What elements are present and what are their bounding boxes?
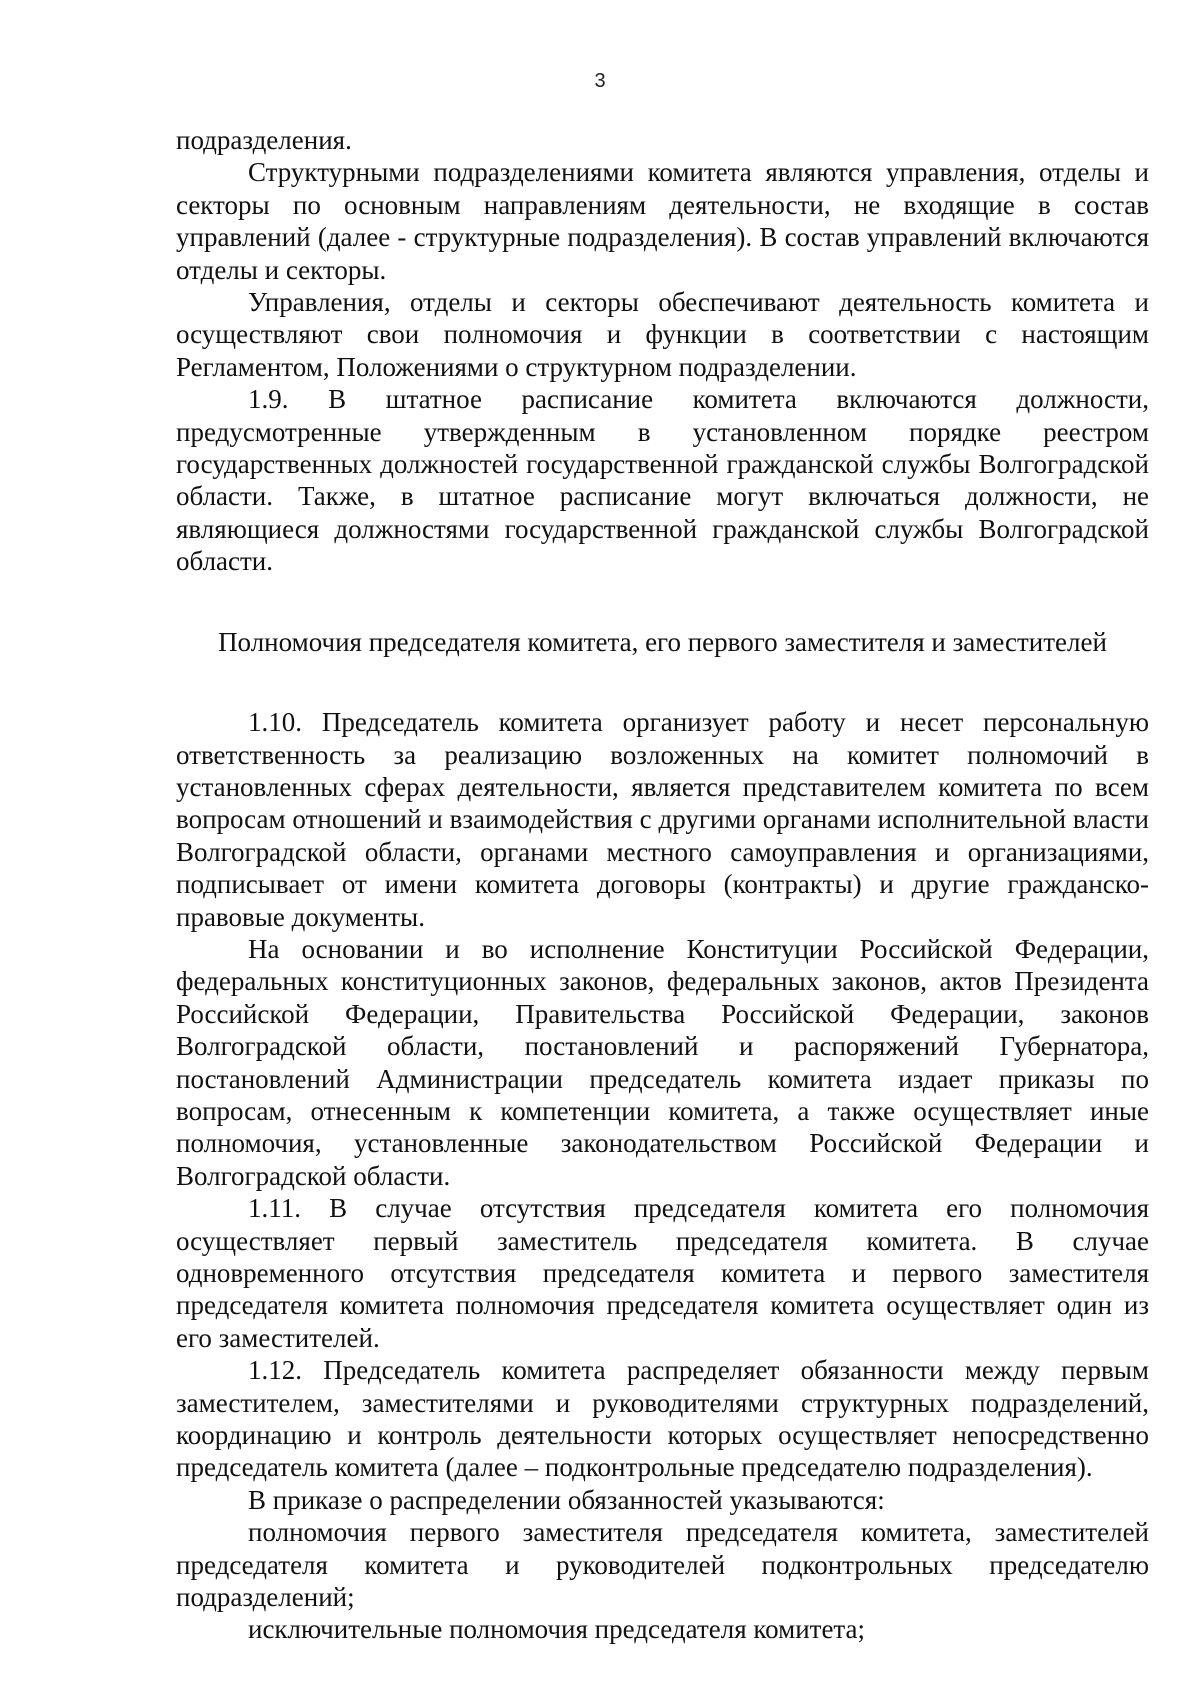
paragraph: 1.12. Председатель комитета распределяет обязанности между первым заместителем, заместителями и руководителями структурных подразделений, координацию и контроль деятельности которых осуществляет непосредственно председатель комитета (далее – подконтрольные председателю подразделения). [176,1355,1149,1483]
paragraph: исключительные полномочия председателя комитета; [248,1614,866,1645]
paragraph: подразделения. [176,125,352,155]
paragraph: 1.9. В штатное расписание комитета включаются должности, предусмотренные утвержденным в установленном порядке реестром государственных должностей государственной гражданской службы Волгоградской области. Также, в штатное расписание могут включаться должности, не являющиеся должностями государственной гражданской службы Волгоградской области. [176,384,1149,577]
paragraph: полномочия первого заместителя председателя комитета, заместителей председателя комитета и руководителей подконтрольных председателю подразделений; [176,1517,1149,1613]
document-body [176,124,1149,1646]
section-heading: Полномочия председателя комитета, его первого заместителя и заместителей [218,626,1107,657]
paragraph: Структурными подразделениями комитета являются управления, отделы и секторы по основным направлениям деятельности, не входящие в состав управлений (далее - структурные подразделения). В состав управлений включаются отделы и секторы. [176,157,1149,285]
paragraph: В приказе о распределении обязанностей указываются: [248,1484,885,1515]
paragraph: На основании и во исполнение Конституции Российской Федерации, федеральных конституционных законов, федеральных законов, актов Президента Российской Федерации, Правительства Российской Федерации, законов Волгоградской области, постановлений и распоряжений Губернатора, постановлений Администрации председатель комитета издает приказы по вопросам, отнесенным к компетенции комитета, а также осуществляет иные полномочия, установленные законодательством Российской Федерации и Волгоградской области. [176,933,1149,1191]
page-number: 3 [594,70,606,92]
paragraph: 1.11. В случае отсутствия председателя комитета его полномочия осуществляет первый заместитель председателя комитета. В случае одновременного отсутствия председателя комитета и первого заместителя председателя комитета полномочия председателя комитета осуществляет один из его заместителей. [176,1193,1149,1353]
paragraph: Управления, отделы и секторы обеспечивают деятельность комитета и осуществляют свои полномочия и функции в соответствии с настоящим Регламентом, Положениями о структурном подразделении. [176,287,1149,382]
paragraph: 1.10. Председатель комитета организует работу и несет персональную ответственность за реализацию возложенных на комитет полномочий в установленных сферах деятельности, является представителем комитета по всем вопросам отношений и взаимодействия с другими органами исполнительной власти Волгоградской области, органами местного самоуправления и организациями, подписывает от имени комитета договоры (контракты) и другие гражданско-правовые документы. [176,707,1149,932]
